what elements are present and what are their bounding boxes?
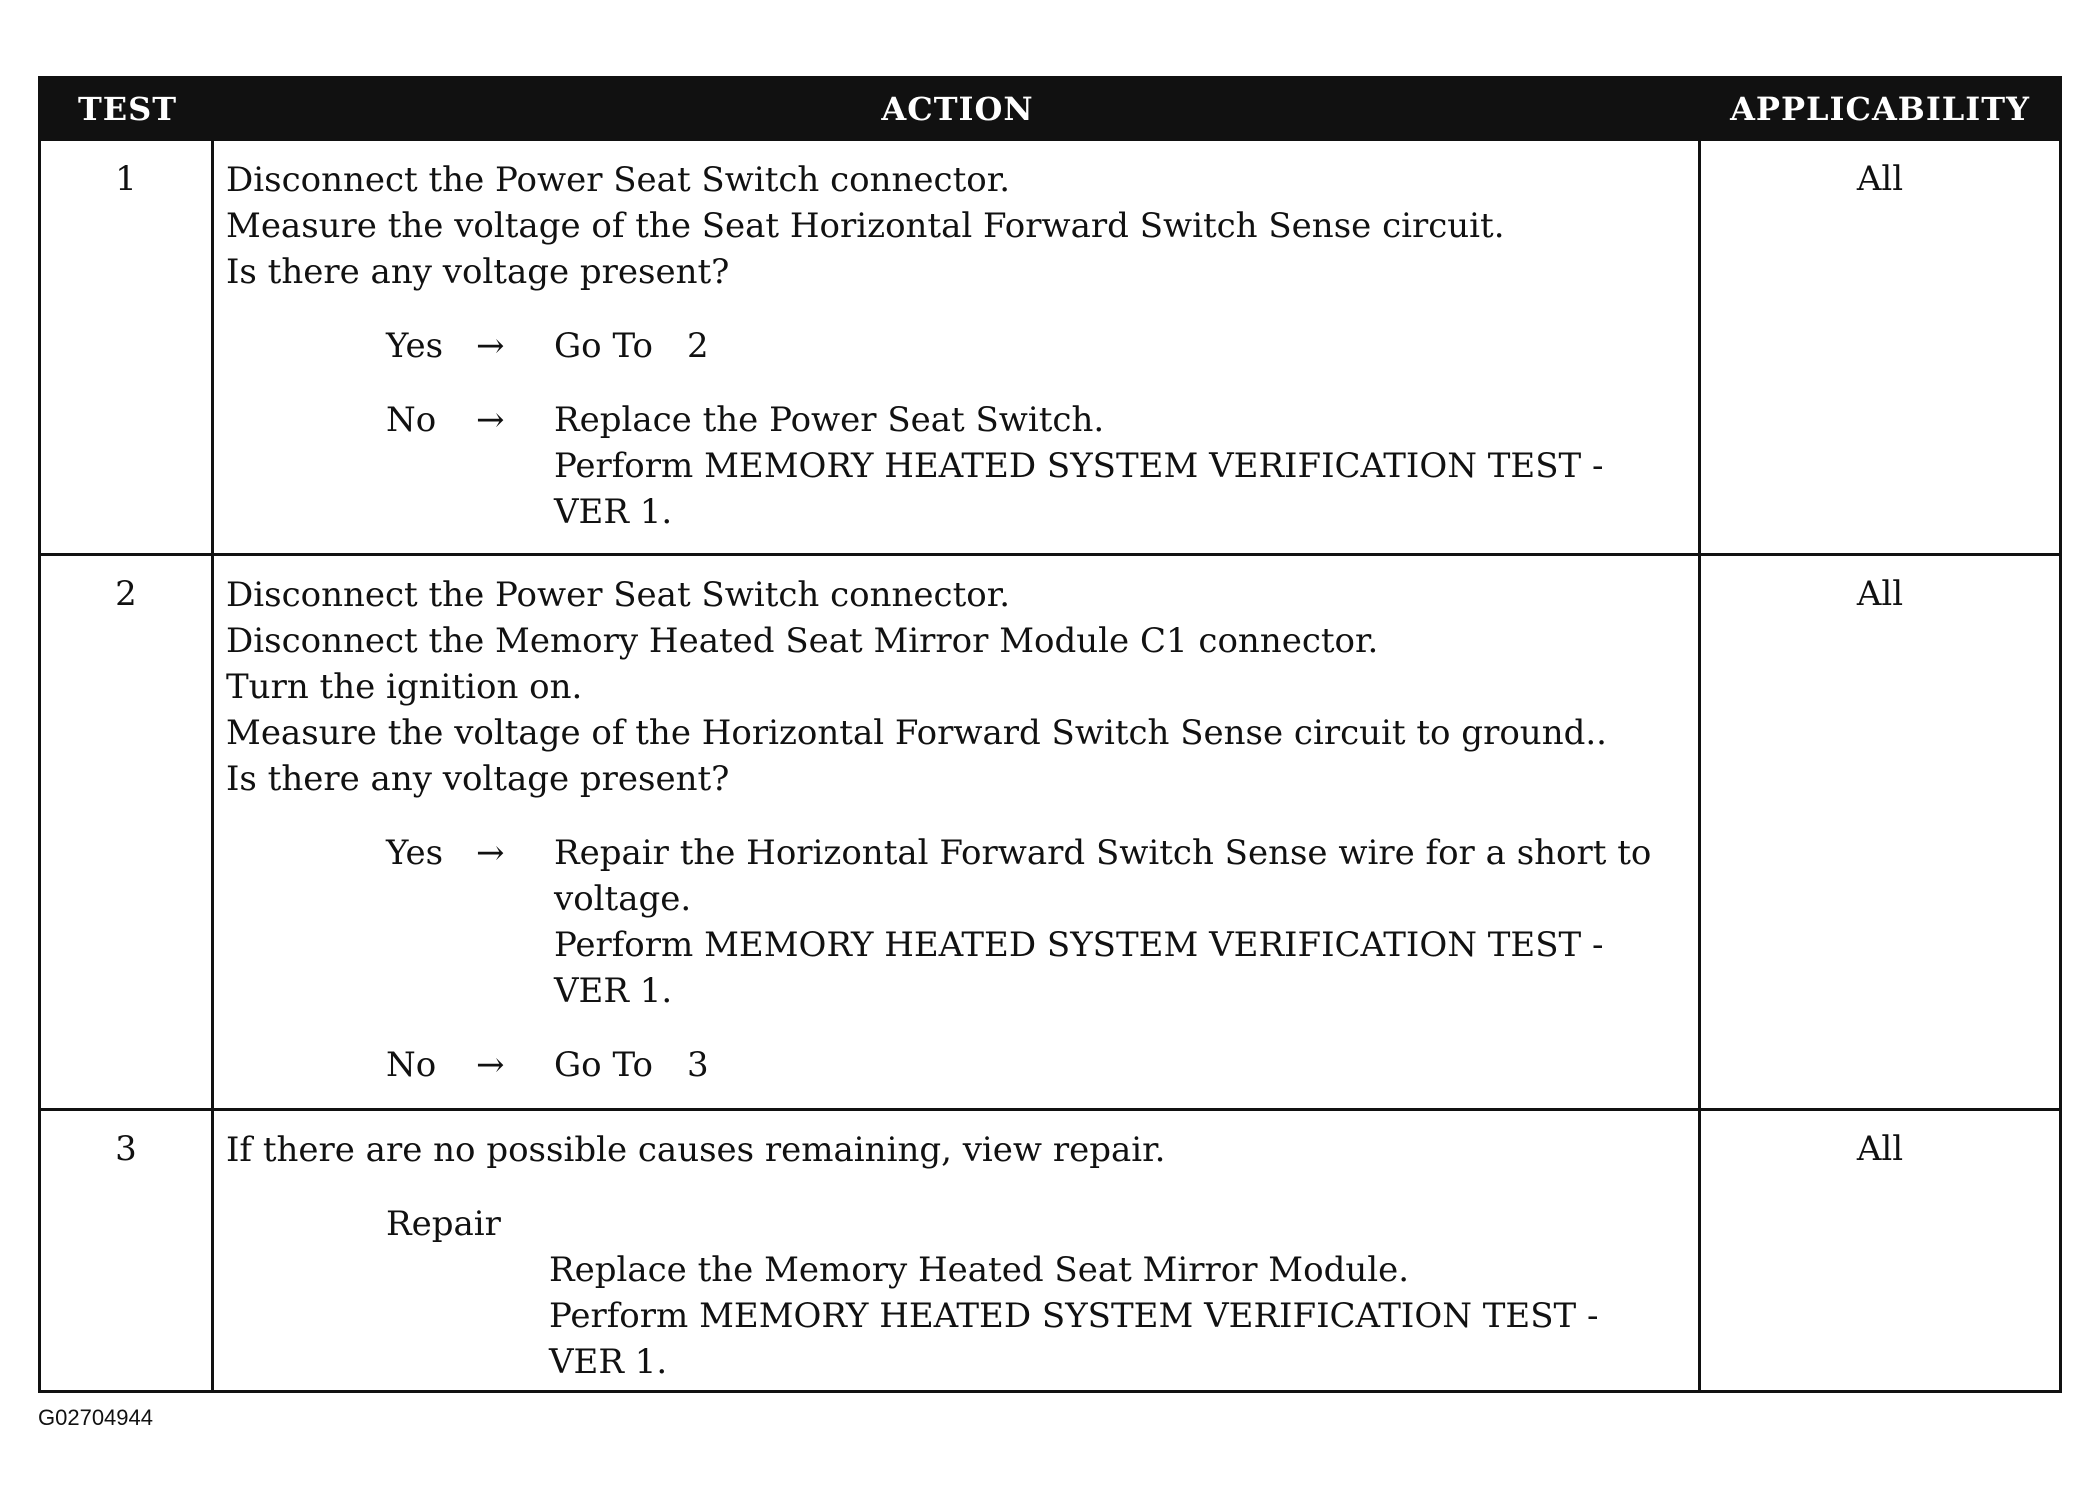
result-line: voltage. bbox=[554, 879, 692, 919]
action-step: Disconnect the Power Seat Switch connector. bbox=[226, 575, 1011, 615]
goto-number: 3 bbox=[686, 1045, 709, 1085]
action-step: Measure the voltage of the Seat Horizontal Forward Switch Sense circuit. bbox=[226, 206, 1505, 246]
no-result bbox=[554, 1042, 1690, 1088]
table-header bbox=[41, 79, 2059, 138]
action-step: Disconnect the Power Seat Switch connector. bbox=[226, 160, 1011, 200]
result-line: Perform MEMORY HEATED SYSTEM VERIFICATION TEST - bbox=[554, 446, 1604, 486]
result-line: Perform MEMORY HEATED SYSTEM VERIFICATION TEST - bbox=[549, 1296, 1599, 1336]
repair-label: Repair bbox=[386, 1204, 501, 1244]
table-row bbox=[41, 553, 2059, 1108]
figure-id: G02704944 bbox=[38, 1405, 153, 1430]
goto-text: Go To bbox=[554, 1045, 653, 1085]
arrow-icon: → bbox=[476, 833, 505, 873]
action-step: Is there any voltage present? bbox=[226, 759, 730, 799]
result-line: Replace the Memory Heated Seat Mirror Module. bbox=[549, 1250, 1410, 1290]
action-step: If there are no possible causes remaining, view repair. bbox=[226, 1130, 1166, 1170]
result-line: Replace the Power Seat Switch. bbox=[554, 400, 1105, 440]
result-line: Repair the Horizontal Forward Switch Sense wire for a short to bbox=[554, 833, 1652, 873]
action-step: Turn the ignition on. bbox=[226, 667, 583, 707]
result-line: VER 1. bbox=[554, 971, 673, 1011]
result-line: VER 1. bbox=[549, 1342, 668, 1382]
no-label: No bbox=[386, 1045, 437, 1085]
goto-number: 2 bbox=[686, 326, 709, 366]
repair-block bbox=[386, 1201, 1690, 1385]
arrow-icon: → bbox=[476, 326, 505, 366]
action-cell bbox=[214, 556, 1701, 1108]
test-number: 2 bbox=[41, 556, 214, 1108]
arrow-icon: → bbox=[476, 400, 505, 440]
action-cell bbox=[214, 1111, 1701, 1390]
action-step: Disconnect the Memory Heated Seat Mirror Module C1 connector. bbox=[226, 621, 1379, 661]
no-branch bbox=[386, 1042, 1690, 1088]
no-label: No bbox=[386, 400, 437, 440]
no-branch bbox=[386, 397, 1690, 535]
action-step: Measure the voltage of the Horizontal Forward Switch Sense circuit to ground.. bbox=[226, 713, 1607, 753]
header-action: ACTION bbox=[881, 89, 1034, 128]
result-line: Perform MEMORY HEATED SYSTEM VERIFICATION TEST - bbox=[554, 925, 1604, 965]
header-test: TEST bbox=[77, 89, 178, 128]
arrow-icon: → bbox=[476, 1045, 505, 1085]
table-row bbox=[41, 138, 2059, 553]
applicability-value: All bbox=[1856, 574, 1904, 614]
yes-result bbox=[554, 323, 1690, 369]
yes-label: Yes bbox=[386, 326, 444, 366]
applicability-value: All bbox=[1856, 1129, 1904, 1169]
test-number: 3 bbox=[41, 1111, 214, 1390]
applicability-value: All bbox=[1856, 159, 1904, 199]
action-step: Is there any voltage present? bbox=[226, 252, 730, 292]
test-number: 1 bbox=[41, 141, 214, 553]
no-result bbox=[554, 397, 1690, 535]
result-line: VER 1. bbox=[554, 492, 673, 532]
action-cell bbox=[214, 141, 1701, 553]
yes-label: Yes bbox=[386, 833, 444, 873]
repair-items bbox=[549, 1247, 1690, 1385]
yes-branch bbox=[386, 323, 1690, 369]
diagnostic-test-table bbox=[38, 76, 2062, 1393]
yes-result bbox=[554, 830, 1690, 1014]
header-applicability: APPLICABILITY bbox=[1730, 89, 2030, 128]
yes-branch bbox=[386, 830, 1690, 1014]
table-row bbox=[41, 1108, 2059, 1390]
goto-text: Go To bbox=[554, 326, 653, 366]
